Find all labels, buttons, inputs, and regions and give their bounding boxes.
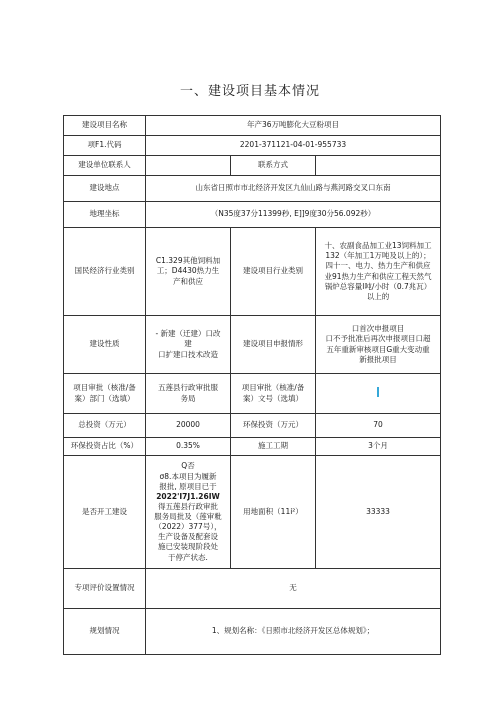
label-total-investment: 总投资（万元） bbox=[64, 414, 146, 438]
application-line: 新报批项目 bbox=[359, 354, 397, 364]
nature-line: 建 bbox=[184, 339, 192, 349]
label-project-name: 建设项目名称 bbox=[64, 116, 146, 136]
started-line: 报批, 原项目已于 bbox=[159, 481, 217, 491]
approval-dept-line: 务局 bbox=[180, 393, 196, 403]
row-approval bbox=[64, 374, 441, 414]
value-coordinates: （N35度37分11399秒, E]]9度30分56.092秒） bbox=[146, 202, 441, 228]
project-industry-line: 锅炉总容量l吨/小时（0.7兆瓦） bbox=[324, 281, 432, 291]
nature-line: 口扩建口技术改造 bbox=[158, 349, 218, 359]
label-coordinates: 地理坐标 bbox=[64, 202, 146, 228]
label-env-ratio: 环保投资占比（%） bbox=[64, 438, 146, 456]
value-construction-started bbox=[146, 456, 231, 569]
approval-dept-label-line: 案）部门（选填） bbox=[74, 393, 135, 403]
application-line: 五年重新审核项目G重大变动重 bbox=[326, 344, 430, 354]
value-planning: 1、规划名称：《日照市北经济开发区总体规划》； bbox=[146, 609, 441, 655]
label-construction-period: 施工工期 bbox=[231, 438, 316, 456]
approval-number-label-line: 项目审批（核准/备 bbox=[241, 383, 305, 393]
application-line: 口不予批准后再次申报项目口超 bbox=[325, 334, 431, 344]
value-land-area: 33333 bbox=[316, 456, 441, 569]
started-line: 2022'I7J1.26IW bbox=[156, 491, 220, 501]
row-project-name bbox=[64, 116, 441, 136]
value-project-industry bbox=[316, 228, 441, 316]
application-line: 口首次申报项目 bbox=[351, 324, 405, 334]
label-nature: 建设性质 bbox=[64, 316, 146, 374]
value-project-code: 2201-371121-04-01-955733 bbox=[146, 136, 441, 156]
label-approval-dept bbox=[64, 374, 146, 414]
cursor-marker bbox=[377, 387, 379, 397]
project-industry-line: 132（年加工1万吨及以上的）； bbox=[325, 251, 431, 261]
row-location bbox=[64, 176, 441, 202]
label-application: 建设项目申报情形 bbox=[231, 316, 316, 374]
value-industry bbox=[146, 228, 231, 316]
row-nature bbox=[64, 316, 441, 374]
value-env-investment: 70 bbox=[316, 414, 441, 438]
approval-number-label-line: 案）文号（选填） bbox=[243, 393, 303, 403]
label-location: 建设地点 bbox=[64, 176, 146, 202]
row-planning bbox=[64, 609, 441, 655]
started-line: （2022）377号）， bbox=[154, 522, 222, 532]
industry-line: 产和供应 bbox=[173, 276, 203, 286]
started-line: 施已安装现阶段处 bbox=[158, 542, 218, 552]
value-project-name: 年产36万吨膨化大豆粉项目 bbox=[146, 116, 441, 136]
approval-dept-line: 五莲县行政审批服 bbox=[158, 383, 218, 393]
label-industry: 国民经济行业类别 bbox=[64, 228, 146, 316]
value-location: 山东省日照市市北经济开发区九仙山路与燕河路交叉口东南 bbox=[146, 176, 441, 202]
started-line: σ8.本项目为履新 bbox=[159, 471, 217, 481]
started-line: 服务局批及（莲审粃 bbox=[154, 512, 222, 521]
label-contact-method: 联系方式 bbox=[231, 156, 316, 176]
row-industry bbox=[64, 228, 441, 316]
project-industry-line: 业91热力生产和供应工程天然气 bbox=[324, 271, 432, 281]
value-approval-number bbox=[316, 374, 441, 414]
label-contact-person: 建设单位联系人 bbox=[64, 156, 146, 176]
project-industry-line: 以上的 bbox=[366, 291, 390, 301]
row-special-assessment bbox=[64, 569, 441, 609]
value-nature bbox=[146, 316, 231, 374]
started-line: 生产设备及配套设 bbox=[158, 532, 218, 542]
nature-line: - 新建（迁建）口改 bbox=[155, 329, 221, 339]
value-special-assessment: 无 bbox=[146, 569, 441, 609]
started-line: Q否 bbox=[181, 461, 195, 471]
started-line: 于停产状态. bbox=[168, 552, 208, 562]
value-contact-person bbox=[146, 156, 231, 176]
row-project-code bbox=[64, 136, 441, 156]
label-planning: 规划情况 bbox=[64, 609, 146, 655]
row-construction-started bbox=[64, 456, 441, 569]
value-total-investment: 20000 bbox=[146, 414, 231, 438]
label-approval-number bbox=[231, 374, 316, 414]
project-industry-line: 四十一、电力、热力生产和供应 bbox=[325, 261, 431, 271]
label-project-industry: 建设项目行业类别 bbox=[231, 228, 316, 316]
label-env-investment: 环保投资（万元） bbox=[231, 414, 316, 438]
industry-line: C1.329其他饲料加 bbox=[155, 256, 221, 266]
row-env-ratio bbox=[64, 438, 441, 456]
started-line: 得五莲县行政审批 bbox=[158, 501, 218, 511]
approval-dept-label-line: 项目审批（核准/备 bbox=[73, 383, 136, 393]
industry-line: 工；D4430热力生 bbox=[156, 266, 220, 276]
value-env-ratio: 0.35% bbox=[146, 438, 231, 456]
row-contact bbox=[64, 156, 441, 176]
project-industry-line: 十、农副食品加工业13饲料加工 bbox=[324, 241, 432, 251]
row-investment bbox=[64, 414, 441, 438]
value-construction-period: 3个月 bbox=[316, 438, 441, 456]
value-contact-method bbox=[316, 156, 441, 176]
label-construction-started: 是否开工建设 bbox=[64, 456, 146, 569]
value-approval-dept bbox=[146, 374, 231, 414]
label-project-code: 项F1.代码 bbox=[64, 136, 146, 156]
page-title: 一、建设项目基本情况 bbox=[179, 84, 320, 99]
label-special-assessment: 专项评价设置情况 bbox=[64, 569, 146, 609]
label-land-area: 用地面积（11ⅰ²） bbox=[231, 456, 316, 569]
project-info-table bbox=[63, 115, 441, 655]
row-coordinates bbox=[64, 202, 441, 228]
value-application bbox=[316, 316, 441, 374]
